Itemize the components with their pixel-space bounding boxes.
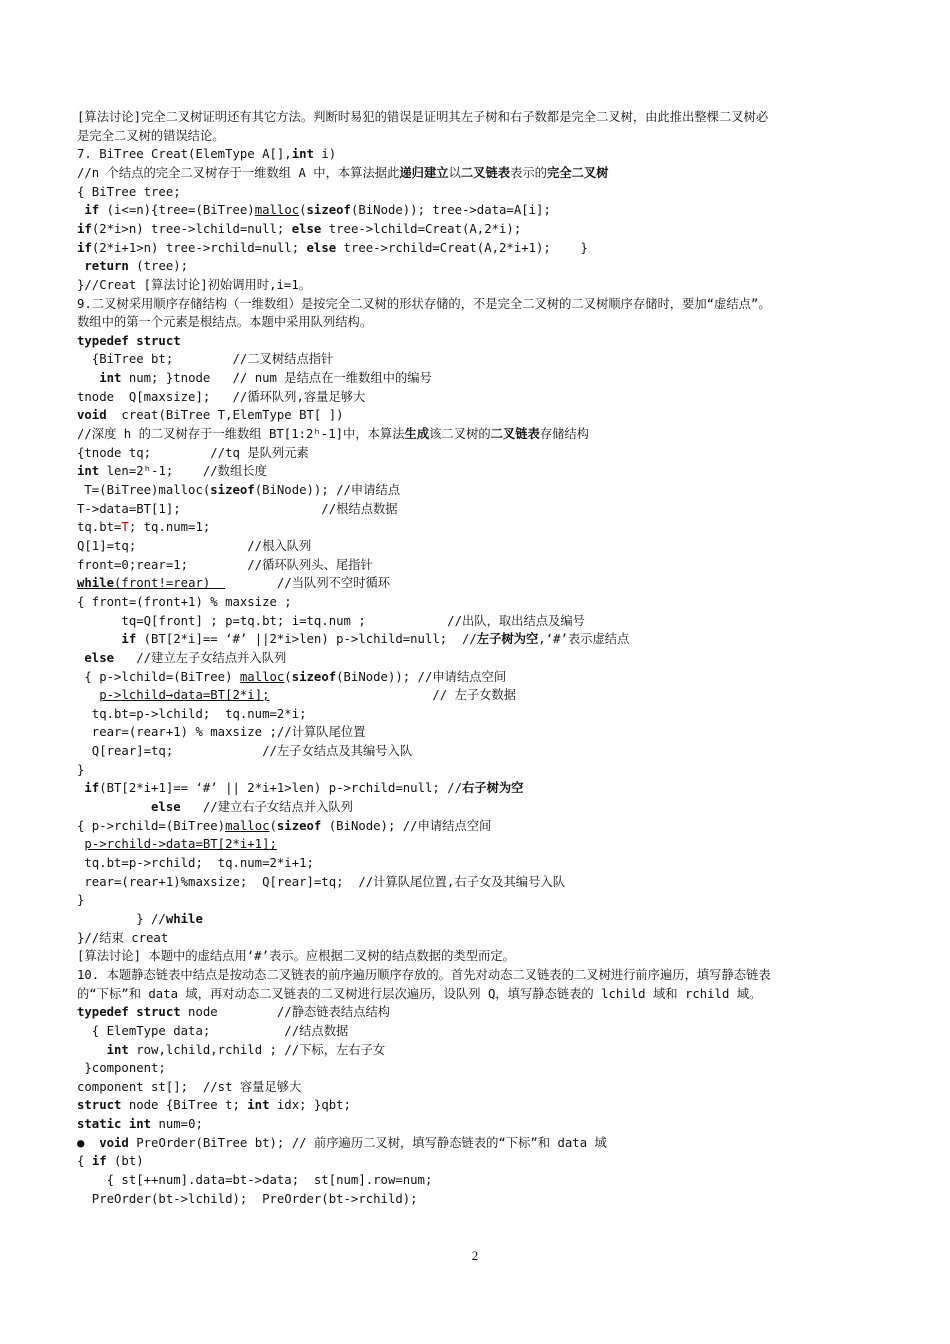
text-line	[77, 239, 897, 257]
keyword-text: return	[84, 259, 129, 274]
line-text: (BT[2*i+1]== ‘#’ || 2*i+1>len) p->rchild=null; //	[99, 781, 462, 796]
line-text: 7. BiTree Creat(ElemType A[],	[77, 147, 292, 162]
line-text: tnode Q[maxsize]; //循环队列,容量足够大	[77, 389, 366, 404]
line-text: //当队列不空时循环	[225, 576, 391, 591]
keyword-text: 二叉链表	[490, 427, 540, 442]
line-text: idx; }qbt;	[269, 1098, 351, 1113]
line-text: { ElemType data; //结点数据	[77, 1023, 349, 1038]
keyword-text: if	[84, 781, 100, 796]
line-text: creat(BiTree T,ElemType BT[ ])	[106, 408, 344, 423]
text-line	[77, 1059, 897, 1077]
text-line	[77, 313, 897, 331]
text-line	[77, 835, 897, 853]
line-text: //深度 h 的二叉树存于一维数组 BT[1:2ʰ-1]中，本算法	[77, 427, 405, 442]
text-line	[77, 574, 897, 592]
text-line	[77, 686, 897, 704]
text-line	[77, 593, 897, 611]
text-line	[77, 425, 897, 443]
text-line	[77, 1171, 897, 1189]
text-line	[77, 556, 897, 574]
text-line	[77, 350, 897, 368]
keyword-text: int	[77, 464, 100, 479]
line-text: [算法讨论]完全二叉树证明还有其它方法。判断时易犯的错误是证明其左子树和右子数都是完全二叉树，由此推出整棵二叉树必	[77, 110, 769, 124]
line-text: T->data=BT[1]; //根结点数据	[77, 501, 398, 516]
line-text: node //静态链表结点结构	[180, 1005, 391, 1020]
text-line	[77, 1152, 897, 1170]
line-text: len=2ʰ-1; //数组长度	[99, 464, 267, 479]
text-line	[77, 854, 897, 872]
text-line	[77, 1190, 897, 1208]
line-text: PreOrder(BiTree bt); // 前序遍历二叉树，填写静态链表的“下标”和 data 域	[128, 1135, 607, 1150]
keyword-text: sizeof	[210, 483, 255, 497]
text-line	[77, 201, 897, 219]
text-line	[77, 612, 897, 630]
line-text: (	[269, 818, 277, 833]
line-text: }component;	[77, 1061, 166, 1076]
line-text: ●	[77, 1135, 100, 1150]
line-text: num; }tnode // num 是结点在一维数组中的编号	[121, 371, 432, 386]
text-line	[77, 518, 897, 536]
keyword-text: if	[84, 203, 100, 218]
line-text: (	[284, 669, 292, 684]
line-text: malloc	[225, 818, 270, 833]
text-line	[77, 183, 897, 201]
text-line	[77, 947, 897, 965]
text-line	[77, 966, 897, 984]
line-text	[77, 632, 121, 646]
line-text: (BiNode)); //申请结点	[254, 483, 401, 497]
text-line	[77, 295, 897, 313]
line-text: Q[1]=tq; //根入队列	[77, 538, 312, 553]
line-text: 是完全二叉树的错误结论。	[77, 128, 225, 143]
line-text: }//结束 creat	[77, 930, 169, 945]
text-line	[77, 481, 897, 499]
line-text: { p->rchild=(BiTree)	[77, 818, 226, 833]
keyword-text: sizeof	[306, 203, 351, 218]
text-line	[77, 668, 897, 686]
text-line	[77, 1096, 897, 1114]
keyword-text: 递归建立	[399, 165, 449, 180]
text-line	[77, 891, 897, 909]
line-text: malloc	[239, 669, 285, 684]
text-line	[77, 108, 897, 126]
keyword-text: struct	[77, 1098, 122, 1113]
line-text: 数组中的第一个元素是根结点。本题中采用队列结构。	[77, 315, 373, 330]
keyword-text: 左子树为空	[476, 632, 539, 647]
text-line	[77, 127, 897, 145]
line-text: 该二叉树的	[429, 427, 491, 442]
text-line	[77, 332, 897, 350]
line-text: p->lchild→data=BT[2*i];	[99, 688, 270, 703]
text-line	[77, 817, 897, 835]
line-text: {	[77, 1154, 92, 1169]
line-text: } //	[77, 911, 166, 926]
line-text: ,‘#’表示虚结点	[538, 632, 630, 647]
text-line	[77, 779, 897, 797]
text-line	[77, 1003, 897, 1021]
line-text: Q[rear]=tq; //左子女结点及其编号入队	[77, 744, 413, 759]
text-line	[77, 649, 897, 667]
text-line	[77, 462, 897, 480]
keyword-text: sizeof	[276, 818, 322, 833]
line-text: { front=(front+1) % maxsize ;	[77, 594, 292, 609]
line-text: }	[77, 893, 85, 908]
line-text: { st[++num].data=bt->data; st[num].row=num;	[77, 1173, 433, 1188]
line-text: T	[121, 520, 129, 535]
line-text: i)	[313, 147, 337, 162]
text-line	[77, 145, 897, 163]
line-text: (BiNode)); //申请结点空间	[336, 669, 507, 684]
keyword-text: if	[121, 632, 137, 647]
line-text: PreOrder(bt->lchild); PreOrder(bt->rchild);	[77, 1191, 418, 1206]
line-text: {BiTree bt; //二叉树结点指针	[77, 352, 334, 367]
text-line	[77, 164, 897, 182]
text-line	[77, 369, 897, 387]
line-text: (tree);	[128, 259, 189, 274]
line-text: num=0;	[151, 1117, 203, 1132]
keyword-text: else	[291, 221, 322, 236]
text-line	[77, 406, 897, 424]
keyword-text: 右子树为空	[461, 781, 524, 796]
line-text: row,lchild,rchild ; //下标，左右子女	[128, 1042, 386, 1057]
text-line	[77, 910, 897, 928]
line-text: tq.bt=	[77, 520, 122, 535]
keyword-text: 二叉链表	[460, 165, 511, 180]
text-line	[77, 723, 897, 741]
keyword-text: 完全二叉树	[546, 165, 609, 180]
text-line	[77, 257, 897, 275]
text-line	[77, 1115, 897, 1133]
line-text: rear=(rear+1)%maxsize; Q[rear]=tq; //计算队尾位置,右子女及其编号入队	[77, 874, 565, 889]
line-text: { BiTree tree;	[77, 184, 181, 199]
line-text	[77, 800, 151, 814]
keyword-text: else	[306, 240, 337, 255]
line-text: tq.bt=p->lchild; tq.num=2*i;	[77, 706, 307, 721]
line-text: tq.bt=p->rchild; tq.num=2*i+1;	[77, 856, 314, 870]
text-line	[77, 873, 897, 891]
keyword-text: while	[77, 576, 115, 591]
keyword-text: typedef struct	[77, 333, 181, 348]
keyword-text: int	[99, 371, 122, 386]
keyword-text: int	[247, 1098, 270, 1113]
keyword-text: int	[106, 1042, 129, 1057]
line-text: (BiNode); //申请结点空间	[321, 818, 492, 833]
line-text: 存储结构	[539, 427, 590, 442]
keyword-text: if	[91, 1154, 107, 1169]
line-text	[77, 1043, 107, 1057]
line-text: [算法讨论] 本题中的虚结点用‘#’表示。应根据二叉树的结点数据的类型而定。	[77, 949, 515, 964]
keyword-text: if	[77, 221, 92, 236]
text-line	[77, 1134, 897, 1152]
text-line	[77, 1078, 897, 1096]
line-text: }//Creat [算法讨论]初始调用时,i=1。	[77, 277, 312, 292]
line-text	[77, 371, 99, 385]
line-text: (2*i+1>n) tree->rchild=null;	[91, 240, 307, 255]
line-text: 表示的	[510, 165, 547, 180]
keyword-text: else	[151, 800, 181, 815]
line-text: (bt)	[106, 1154, 144, 1169]
line-text: (	[299, 203, 307, 218]
line-text: component st[]; //st 容量足够大	[77, 1079, 302, 1094]
text-line	[77, 985, 897, 1003]
text-line	[77, 220, 897, 238]
line-text: (BiNode)); tree->data=A[i];	[350, 203, 551, 218]
line-text	[77, 688, 99, 702]
text-line	[77, 1022, 897, 1040]
text-line	[77, 798, 897, 816]
text-line	[77, 500, 897, 518]
line-text: tree->rchild=Creat(A,2*i+1); }	[336, 240, 588, 255]
line-text: tq=Q[front] ; p=tq.bt; i=tq.num ; //出队，取出结点及编号	[77, 613, 585, 628]
keyword-text: else	[84, 650, 115, 665]
line-text: 10. 本题静态链表中结点是按动态二叉链表的前序遍历顺序存放的。首先对动态二叉链表的二叉树进行前序遍历，填写静态链表	[77, 967, 771, 982]
line-text: (BT[2*i]== ‘#’ ||2*i>len) p->lchild=null; //	[136, 632, 477, 647]
keyword-text: void	[99, 1135, 129, 1150]
text-line	[77, 705, 897, 723]
text-line	[77, 276, 897, 294]
keyword-text: 生成	[404, 427, 430, 442]
keyword-text: if	[77, 240, 92, 255]
line-text: 9.二叉树采用顺序存储结构（一维数组）是按完全二叉树的形状存储的，不是完全二叉树的二叉树顺序存储时，要加“虚结点”。	[77, 296, 771, 311]
line-text: //建立右子女结点并入队列	[180, 800, 353, 815]
keyword-text: void	[77, 408, 107, 423]
line-text: //建立左子女结点并入队列	[114, 650, 287, 665]
text-line	[77, 444, 897, 462]
line-text: 以	[448, 165, 461, 180]
line-text: malloc	[254, 203, 300, 218]
line-text: { p->lchild=(BiTree)	[77, 669, 240, 684]
keyword-text: int	[291, 147, 314, 162]
line-text: (front!=rear)	[114, 576, 226, 591]
text-line	[77, 388, 897, 406]
line-text: }	[77, 762, 85, 777]
text-line	[77, 929, 897, 947]
line-text: // 左子女数据	[269, 688, 517, 703]
line-text: rear=(rear+1) % maxsize ;//计算队尾位置	[77, 725, 366, 740]
line-text: tree->lchild=Creat(A,2*i);	[321, 221, 522, 236]
keyword-text: sizeof	[291, 669, 337, 684]
line-text: (2*i>n) tree->lchild=null;	[91, 221, 292, 236]
text-line	[77, 761, 897, 779]
line-text: (i<=n){tree=(BiTree)	[99, 203, 255, 218]
text-line	[77, 1041, 897, 1059]
text-line	[77, 537, 897, 555]
text-line	[77, 630, 897, 648]
line-text: ; tq.num=1;	[128, 520, 211, 535]
keyword-text: static int	[77, 1117, 152, 1132]
keyword-text: while	[165, 911, 203, 926]
line-text: p->rchild->data=BT[2*i+1];	[84, 837, 277, 852]
line-text: T=(BiTree)malloc(	[77, 483, 211, 497]
line-text: {tnode tq; //tq 是队列元素	[77, 445, 309, 460]
line-text: //n 个结点的完全二叉树存于一维数组 A 中，本算法据此	[77, 165, 400, 180]
page-number: 2	[471, 1248, 479, 1263]
text-line	[77, 742, 897, 760]
line-text: 的“下标”和 data 域，再对动态二叉链表的二叉树进行层次遍历，设队列 Q，填写静态链表的 lchild 域和 rchild 域。	[77, 986, 762, 1001]
line-text: node {BiTree t;	[121, 1098, 248, 1113]
line-text: front=0;rear=1; //循环队列头、尾指针	[77, 557, 373, 572]
keyword-text: typedef struct	[77, 1005, 181, 1020]
